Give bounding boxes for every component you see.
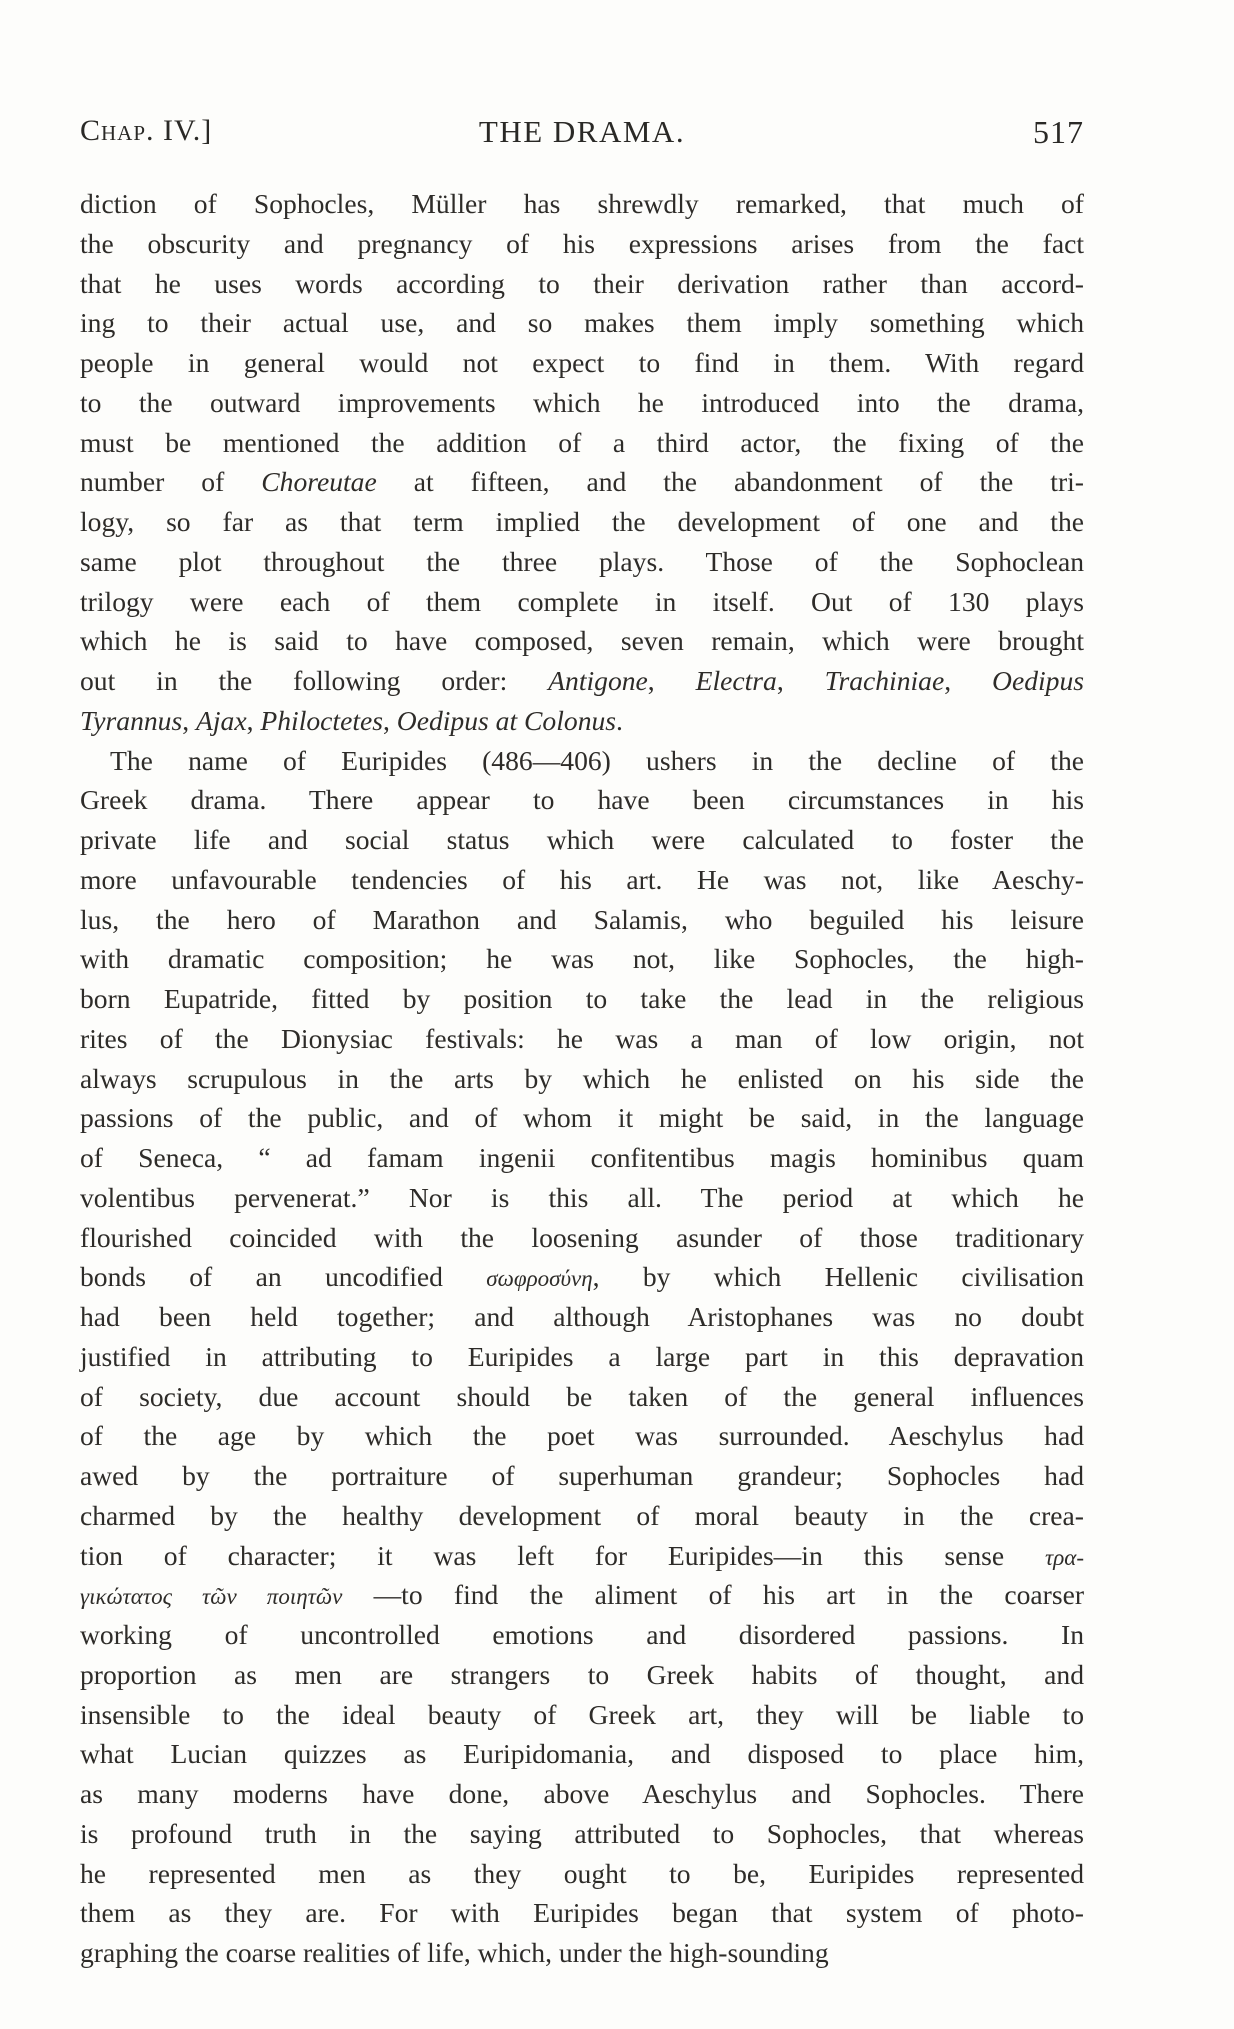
text-run: always scrupulous in the arts by which he enlisted on his side the <box>80 1062 1084 1094</box>
text-line <box>80 1814 1084 1854</box>
text-line <box>80 542 1084 582</box>
text-line <box>80 1218 1084 1258</box>
text-line <box>80 1496 1084 1536</box>
text-run: bonds of an uncodified <box>80 1261 487 1293</box>
text-run: the obscurity and pregnancy of his expressions arises from the fact <box>80 227 1084 259</box>
text-run: . <box>616 704 623 736</box>
text-run: private life and social status which were calculated to foster the <box>80 824 1084 855</box>
text-line <box>80 1536 1084 1576</box>
text-run: passions of the public, and of whom it might be said, in the language <box>80 1102 1084 1134</box>
text-line <box>80 979 1084 1019</box>
text-run: flourished coincided with the loosening asunder of those traditionary <box>80 1221 1084 1253</box>
chapter-reference: Chap. IV.] <box>80 114 213 147</box>
text-line <box>80 184 1084 224</box>
text-run: is profound truth in the saying attributed to Sophocles, that whereas <box>80 1817 1084 1849</box>
text-line <box>80 1337 1084 1377</box>
text-run: , <box>246 704 261 736</box>
greek-text: σωφροσύνη <box>486 1266 593 1292</box>
text-run: diction of Sophocles, Müller has shrewdly remarked, that much of <box>80 188 1084 219</box>
page-number: 517 <box>1033 114 1084 150</box>
text-line <box>80 1059 1084 1099</box>
text-run: must be mentioned the addition of a third actor, the fixing of the <box>80 426 1084 458</box>
text-line <box>80 900 1084 940</box>
italic-text: Antigone <box>548 665 648 696</box>
text-run: working of uncontrolled emotions and disordered passions. In <box>80 1619 1084 1650</box>
italic-text: Electra <box>695 665 777 696</box>
text-run: same plot throughout the three plays. Those of the Sophoclean <box>80 545 1084 577</box>
italic-text: Choreutae <box>261 466 377 498</box>
text-line <box>80 264 1084 304</box>
running-title: THE DRAMA. <box>478 114 686 149</box>
text-run: —to find the aliment of his art in the coarser <box>342 1579 1085 1611</box>
text-run: at fifteen, and the abandonment of the tri- <box>376 466 1084 498</box>
text-line <box>80 741 1084 781</box>
text-run: tion of character; it was left for Euripides—in this sense <box>80 1539 1045 1571</box>
text-line <box>80 303 1084 343</box>
text-line <box>80 343 1084 383</box>
text-run: trilogy were each of them complete in itself. Out of 130 plays <box>80 585 1084 617</box>
text-run: volentibus pervenerat.” Nor is this all. The period at which he <box>80 1181 1084 1213</box>
text-run: more unfavourable tendencies of his art. He was not, like Aeschy- <box>80 863 1084 895</box>
italic-text: Ajax <box>196 704 247 736</box>
text-line <box>80 1297 1084 1337</box>
text-run: lus, the hero of Marathon and Salamis, who beguiled his leisure <box>80 903 1084 935</box>
text-line <box>80 1257 1084 1297</box>
text-run: that he uses words according to their derivation rather than accord- <box>80 267 1084 299</box>
text-run: logy, so far as that term implied the development of one and the <box>80 506 1084 537</box>
text-line <box>80 701 1084 741</box>
text-line <box>80 1695 1084 1735</box>
text-line <box>80 780 1084 820</box>
running-head <box>80 114 1084 158</box>
text-run: , <box>383 704 397 736</box>
text-line <box>80 1615 1084 1655</box>
text-line <box>80 582 1084 622</box>
body-text <box>80 184 1084 1973</box>
text-run: charmed by the healthy development of moral beauty in the crea- <box>80 1499 1084 1531</box>
text-run: number of <box>80 466 262 498</box>
text-line <box>80 1456 1084 1496</box>
text-line <box>80 1933 1084 1973</box>
text-run: proportion as men are strangers to Greek habits of thought, and <box>80 1658 1084 1690</box>
text-line <box>80 1575 1084 1615</box>
text-run: , by which Hellenic civilisation <box>592 1261 1084 1293</box>
text-line <box>80 1178 1084 1218</box>
text-run: what Lucian quizzes as Euripidomania, and disposed to place him, <box>80 1738 1084 1770</box>
greek-text: γικώτατος τῶν ποιητῶν <box>80 1584 343 1610</box>
text-run: justified in attributing to Euripides a large part in this depravation <box>80 1340 1084 1372</box>
text-line <box>80 661 1084 701</box>
text-run: Greek drama. There appear to have been circumstances in his <box>80 784 1084 816</box>
text-run: of the age by which the poet was surrounded. Aeschylus had <box>80 1420 1084 1452</box>
text-line <box>80 621 1084 661</box>
text-run: The name of Euripides (486—406) ushers in the decline of the <box>110 744 1084 776</box>
text-run: , <box>944 665 993 696</box>
text-line <box>80 860 1084 900</box>
text-run: he represented men as they ought to be, Euripides represented <box>80 1857 1084 1889</box>
text-run: to the outward improvements which he introduced into the drama, <box>80 386 1084 418</box>
text-run: had been held together; and although Aristophanes was no doubt <box>80 1301 1084 1332</box>
text-run: graphing the coarse realities of life, which, under the high-sounding <box>80 1937 829 1968</box>
text-line <box>80 1893 1084 1933</box>
text-line <box>80 1377 1084 1417</box>
text-run: them as they are. For with Euripides began that system of photo- <box>80 1897 1084 1929</box>
greek-text: τρα- <box>1044 1544 1084 1570</box>
text-line <box>80 1019 1084 1059</box>
text-run: rites of the Dionysiac festivals: he was a man of low origin, not <box>80 1022 1084 1054</box>
italic-text: Trachiniae <box>824 665 945 696</box>
italic-text: Oedipus <box>992 665 1085 696</box>
text-line <box>80 939 1084 979</box>
text-run: insensible to the ideal beauty of Greek art, they will be liable to <box>80 1698 1084 1730</box>
text-run: of society, due account should be taken of the general influences <box>80 1380 1084 1412</box>
text-line <box>80 502 1084 542</box>
text-line <box>80 1655 1084 1695</box>
text-run: born Eupatride, fitted by position to take the lead in the religious <box>80 983 1084 1014</box>
text-line <box>80 1774 1084 1814</box>
text-run: , <box>182 704 197 736</box>
italic-text: Tyrannus <box>80 704 183 736</box>
text-run: awed by the portraiture of superhuman grandeur; Sophocles had <box>80 1460 1084 1491</box>
text-line <box>80 423 1084 463</box>
text-run: as many moderns have done, above Aeschylus and Sophocles. There <box>80 1778 1084 1809</box>
text-line <box>80 820 1084 860</box>
italic-text: Oedipus at Colonus <box>396 704 617 736</box>
text-line <box>80 1138 1084 1178</box>
text-line <box>80 383 1084 423</box>
text-run: , <box>647 665 696 696</box>
text-line <box>80 224 1084 264</box>
text-run: out in the following order: <box>80 665 549 696</box>
italic-text: Philoctetes <box>260 704 383 736</box>
text-line <box>80 1098 1084 1138</box>
text-run: , <box>776 665 825 696</box>
text-line <box>80 462 1084 502</box>
text-line <box>80 1734 1084 1774</box>
text-run: which he is said to have composed, seven remain, which were brought <box>80 625 1084 657</box>
text-run: with dramatic composition; he was not, like Sophocles, the high- <box>80 943 1084 975</box>
text-run: people in general would not expect to find in them. With regard <box>80 347 1084 378</box>
text-line <box>80 1854 1084 1894</box>
text-line <box>80 1416 1084 1456</box>
text-run: ing to their actual use, and so makes them imply something which <box>80 307 1084 339</box>
text-run: of Seneca, “ ad famam ingenii confitentibus magis hominibus quam <box>80 1142 1084 1173</box>
